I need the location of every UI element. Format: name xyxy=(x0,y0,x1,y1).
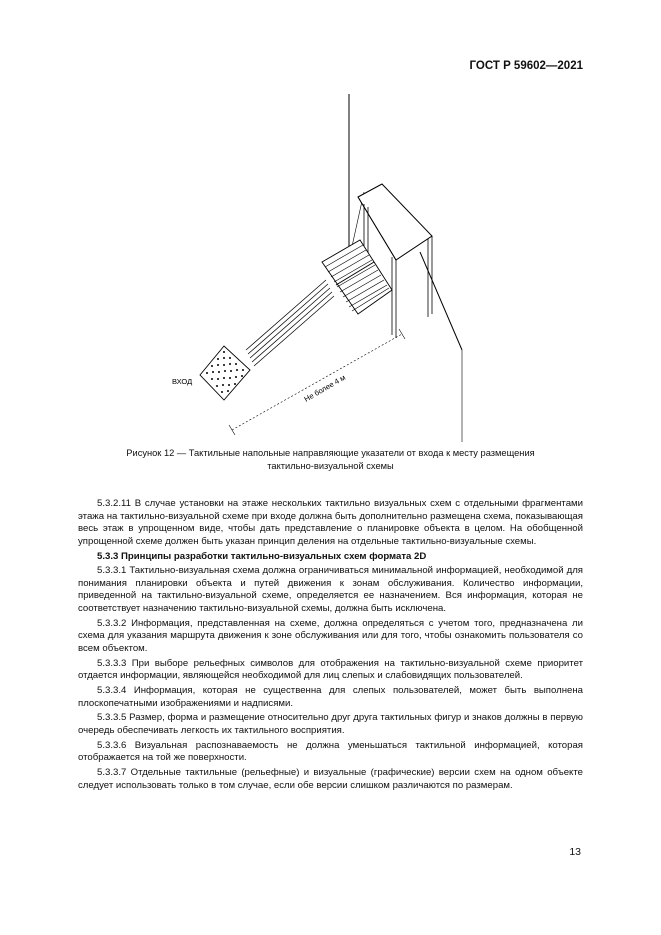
tactile-pad-stand xyxy=(322,240,392,314)
page-number: 13 xyxy=(569,846,581,858)
tactile-pad-entrance xyxy=(200,346,250,400)
paragraph-5-3-3-6: 5.3.3.6 Визуальная распознаваемость не должна уменьшаться тактильной информацией, которая отображается на той же поверхности. xyxy=(78,739,583,764)
figure-caption xyxy=(60,447,601,472)
body-text xyxy=(78,498,583,795)
paragraph-5-3-3-2: 5.3.3.2 Информация, представленная на схеме, должна определяться с учетом того, предназначена ли схема для указания маршрута движения к зоне обслуживания или для того, чтобы ознакомить пользователя со всем объектом. xyxy=(78,617,583,654)
paragraph-5-3-3-3: 5.3.3.3 При выборе рельефных символов для отображения на тактильно-визуальной схеме приоритет отдается информации, являющейся необходимой для лиц слепых и слабовидящих пользователей. xyxy=(78,657,583,682)
figure-caption-line-1: Рисунок 12 — Тактильные напольные направляющие указатели от входа к месту размещения xyxy=(126,448,535,458)
paragraph-5-3-3-1: 5.3.3.1 Тактильно-визуальная схема должна ограничиваться минимальной информацией, необходимой для понимания планировки объекта и путей движения к зонам обслуживания. Количество информации, приведенной на тактильно-визуальной схеме, определяется ее назначением. Вся информация, которая не соответствует назначению тактильно-визуальной схемы, должна быть исключена. xyxy=(78,565,583,614)
figure-tactile-path xyxy=(150,92,470,442)
section-heading-5-3-3: 5.3.3 Принципы разработки тактильно-визуальных схем формата 2D xyxy=(97,550,427,562)
entrance-label: ВХОД xyxy=(172,377,193,386)
dimension-line xyxy=(229,329,405,435)
figure-caption-line-2: тактильно-визуальной схемы xyxy=(267,460,394,471)
paragraph-5-3-3-4: 5.3.3.4 Информация, которая не существенна для слепых пользователей, может быть выполнена плоскопечатными изображениями и надписями. xyxy=(78,685,583,709)
document-id: ГОСТ Р 59602—2021 xyxy=(469,60,583,72)
paragraph-5-3-3-5: 5.3.3.5 Размер, форма и размещение относительно друг друга тактильных фигур и знаков должны в первую очередь обеспечивать легкость их тактильного восприятия. xyxy=(78,712,583,737)
tactile-path-strip xyxy=(246,280,334,366)
tactile-path-illustration xyxy=(150,92,470,442)
paragraph-5-3-2-11: 5.3.2.11 В случае установки на этаже нескольких тактильно визуальных схем с отдельными фрагментами этажа на тактильно-визуальной схеме при входе должна быть дополнительно размещена схема, показывающая весь этаж в упрощенном виде, чтобы дать представление о планировке объекта в целом. На обобщенной упрощенной схеме должен быть указан принцип деления на отдельные тактильно-визуальные схемы. xyxy=(78,498,583,547)
paragraph-5-3-3-7: 5.3.3.7 Отдельные тактильные (рельефные) и визуальные (графические) версии схем на одном объекте следует использовать только в том случае, если обе версии слишком различаются по размерам. xyxy=(78,767,583,791)
distance-label: Не более 4 м xyxy=(302,372,347,404)
